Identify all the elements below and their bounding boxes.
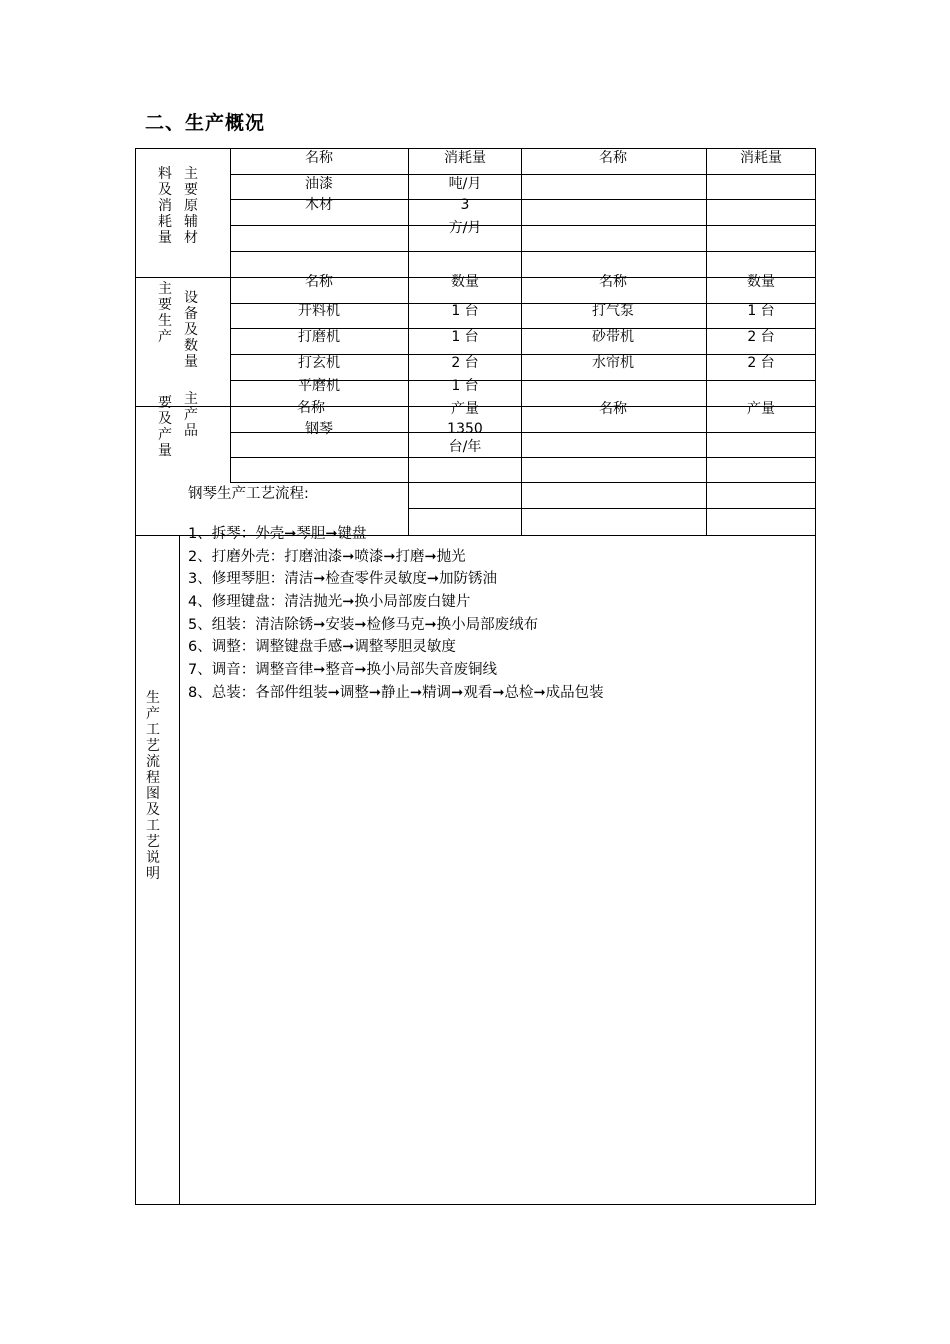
equipment-quantity: 1 台	[451, 378, 479, 394]
products-label-right: 主产品	[184, 391, 198, 439]
equipment-name: 砂带机	[592, 329, 634, 345]
material-consumption: 吨/月	[448, 176, 482, 192]
equipment-name: 打气泵	[592, 303, 634, 319]
materials-label-right: 主要原辅材	[184, 166, 198, 246]
row-divider	[230, 251, 816, 252]
equipment-label-right: 设备及数量	[184, 290, 198, 370]
header-name: 名称	[599, 401, 627, 417]
material-name: 油漆	[305, 176, 333, 192]
equipment-name: 打玄机	[298, 355, 340, 371]
equipment-name: 平磨机	[298, 378, 340, 394]
product-output: 1350	[447, 421, 483, 437]
col-divider	[706, 148, 707, 535]
process-step: 5、组装：清洁除锈➞安装➞检修马克➞换小局部废绒布	[188, 616, 539, 633]
process-title: 钢琴生产工艺流程:	[188, 486, 309, 502]
header-quantity: 数量	[451, 274, 479, 290]
row-divider	[230, 174, 816, 175]
process-step: 3、修理琴胆：清洁➞检查零件灵敏度➞加防锈油	[188, 571, 498, 588]
equipment-quantity: 1 台	[451, 303, 479, 319]
process-section-label: 生产工艺流程图及工艺说明	[146, 690, 160, 882]
col-divider	[230, 148, 231, 482]
material-consumption: 方/月	[448, 220, 482, 236]
product-output: 台/年	[448, 439, 482, 455]
row-divider	[230, 457, 816, 458]
equipment-quantity: 1 台	[747, 303, 775, 319]
header-output: 产量	[747, 401, 775, 417]
equipment-label-left: 主要生产	[158, 281, 172, 345]
equipment-name: 开料机	[298, 303, 340, 319]
material-name: 木材	[305, 197, 333, 213]
process-step: 2、打磨外壳：打磨油漆➞喷漆➞打磨➞抛光	[188, 548, 466, 565]
header-output: 产量	[451, 401, 479, 417]
equipment-quantity: 2 台	[747, 355, 775, 371]
header-name: 名称	[305, 274, 333, 290]
equipment-quantity: 1 台	[451, 329, 479, 345]
header-name: 名称	[599, 150, 627, 166]
header-name: 名称	[297, 400, 325, 416]
products-label-left: 要及产量	[158, 395, 172, 459]
process-steps	[188, 523, 604, 705]
header-consumption: 消耗量	[444, 150, 486, 166]
col-divider	[179, 535, 180, 1205]
equipment-name: 水帘机	[592, 355, 634, 371]
process-step: 7、调音：调整音律➞整音➞换小局部失音废铜线	[188, 662, 498, 679]
equipment-quantity: 2 台	[747, 329, 775, 345]
page-title: 二、生产概况	[145, 112, 266, 134]
equipment-name: 打磨机	[298, 329, 340, 345]
row-divider	[230, 482, 816, 483]
materials-label-left: 料及消耗量	[158, 166, 172, 246]
product-name: 钢琴	[305, 421, 333, 437]
process-step: 8、总装：各部件组装➞调整➞静止➞精调➞观看➞总检➞成品包装	[188, 684, 604, 701]
material-consumption: 3	[460, 197, 470, 213]
col-divider	[521, 148, 522, 535]
equipment-quantity: 2 台	[451, 355, 479, 371]
col-divider	[408, 148, 409, 535]
process-step: 4、修理键盘：清洁抛光➞换小局部废白键片	[188, 594, 471, 611]
process-step: 1、拆琴：外壳➞琴胆➞键盘	[188, 526, 367, 542]
header-name: 名称	[305, 150, 333, 166]
header-consumption: 消耗量	[740, 150, 782, 166]
process-step: 6、调整：调整键盘手感➞调整琴胆灵敏度	[188, 639, 456, 656]
row-divider	[408, 508, 816, 509]
header-quantity: 数量	[747, 274, 775, 290]
row-divider	[230, 225, 816, 226]
header-name: 名称	[599, 274, 627, 290]
